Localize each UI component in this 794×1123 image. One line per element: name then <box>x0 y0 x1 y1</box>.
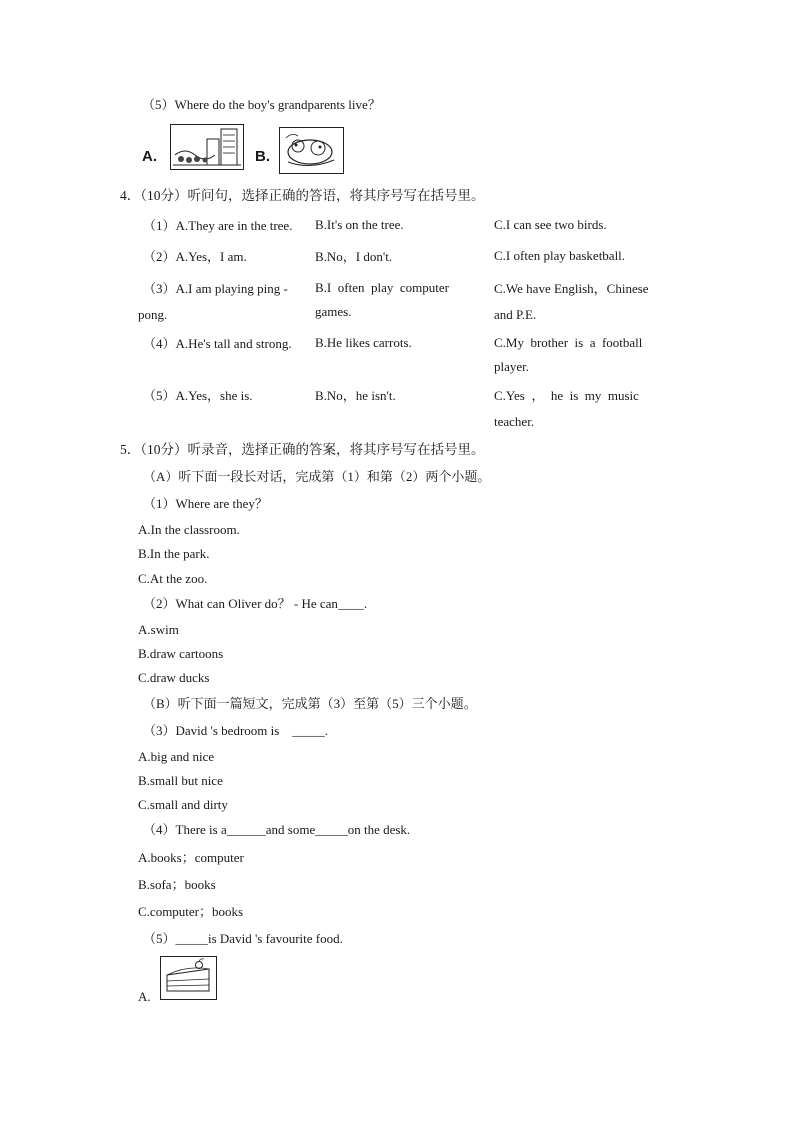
q5-2-option-c: C.draw ducks <box>138 670 210 685</box>
q3-5-option-b-letter: B. <box>255 148 270 165</box>
q4-4-option-a: （4）A.He's tall and strong. <box>143 336 292 351</box>
q5-1-option-b: B.In the park. <box>138 546 210 561</box>
q4-2-option-a: （2）A.Yes，I am. <box>143 249 247 264</box>
q4-2-option-b: B.No，I don't. <box>315 249 393 264</box>
q4-3-option-b-line1: B.I often play computer <box>315 280 449 295</box>
cake-slice-picture <box>160 956 217 1000</box>
q4-3-option-c-line1: C.We have English，Chinese <box>494 281 649 296</box>
q3-5-question: （5）Where do the boy's grandparents live？ <box>142 97 381 112</box>
q5-3-question: （3）David 's bedroom is _____. <box>143 723 329 738</box>
q4-3-option-a-line1: （3）A.I am playing ping - <box>143 281 288 296</box>
q5-part-b-instruction: （B）听下面一篇短文，完成第（3）至第（5）三个小题。 <box>143 696 477 711</box>
q5-part-a-instruction: （A）听下面一段长对话，完成第（1）和第（2）两个小题。 <box>143 469 491 484</box>
q4-3-option-a-line2: pong. <box>138 307 168 322</box>
q5-4-question: （4）There is a______and some_____on the desk. <box>143 822 411 837</box>
q5-2-question: （2）What can Oliver do？ - He can____. <box>143 596 368 611</box>
q4-2-option-c: C.I often play basketball. <box>494 248 626 263</box>
farm-animals-picture <box>279 127 344 174</box>
q5-1-option-a: A.In the classroom. <box>138 522 240 537</box>
q4-1-option-b: B.It's on the tree. <box>315 217 404 232</box>
q5-5-question: （5）_____is David 's favourite food. <box>143 931 343 946</box>
q5-4-option-a: A.books；computer <box>138 850 244 865</box>
q3-5-option-a-letter: A. <box>142 148 157 165</box>
q4-3-option-b-line2: games. <box>315 304 352 319</box>
q4-5-option-b: B.No，he isn't. <box>315 388 396 403</box>
q5-1-question: （1）Where are they？ <box>143 496 268 511</box>
q4-4-option-c-line2: player. <box>494 359 530 374</box>
q5-4-option-c: C.computer；books <box>138 904 244 919</box>
q5-1-option-c: C.At the zoo. <box>138 571 208 586</box>
q5-2-option-b: B.draw cartoons <box>138 646 224 661</box>
q5-3-option-c: C.small and dirty <box>138 797 228 812</box>
q4-1-option-a: （1）A.They are in the tree. <box>143 218 293 233</box>
q4-3-option-c-line2: and P.E. <box>494 307 537 322</box>
q5-5-option-a-letter: A. <box>138 989 151 1004</box>
q4-4-option-b: B.He likes carrots. <box>315 335 412 350</box>
city-buildings-picture <box>170 124 244 170</box>
q5-2-option-a: A.swim <box>138 622 179 637</box>
q4-title: 4．（10分）听问句，选择正确的答语，将其序号写在括号里。 <box>120 188 485 203</box>
q5-title: 5．（10分）听录音，选择正确的答案，将其序号写在括号里。 <box>120 442 485 457</box>
q5-3-option-b: B.small but nice <box>138 773 223 788</box>
q5-3-option-a: A.big and nice <box>138 749 215 764</box>
q4-1-option-c: C.I can see two birds. <box>494 217 607 232</box>
q4-5-option-c-line1: C.Yes ， he is my music <box>494 388 639 403</box>
q5-4-option-b: B.sofa；books <box>138 877 216 892</box>
q4-5-option-c-line2: teacher. <box>494 414 535 429</box>
q4-4-option-c-line1: C.My brother is a football <box>494 335 643 350</box>
q4-5-option-a: （5）A.Yes，she is. <box>143 388 253 403</box>
